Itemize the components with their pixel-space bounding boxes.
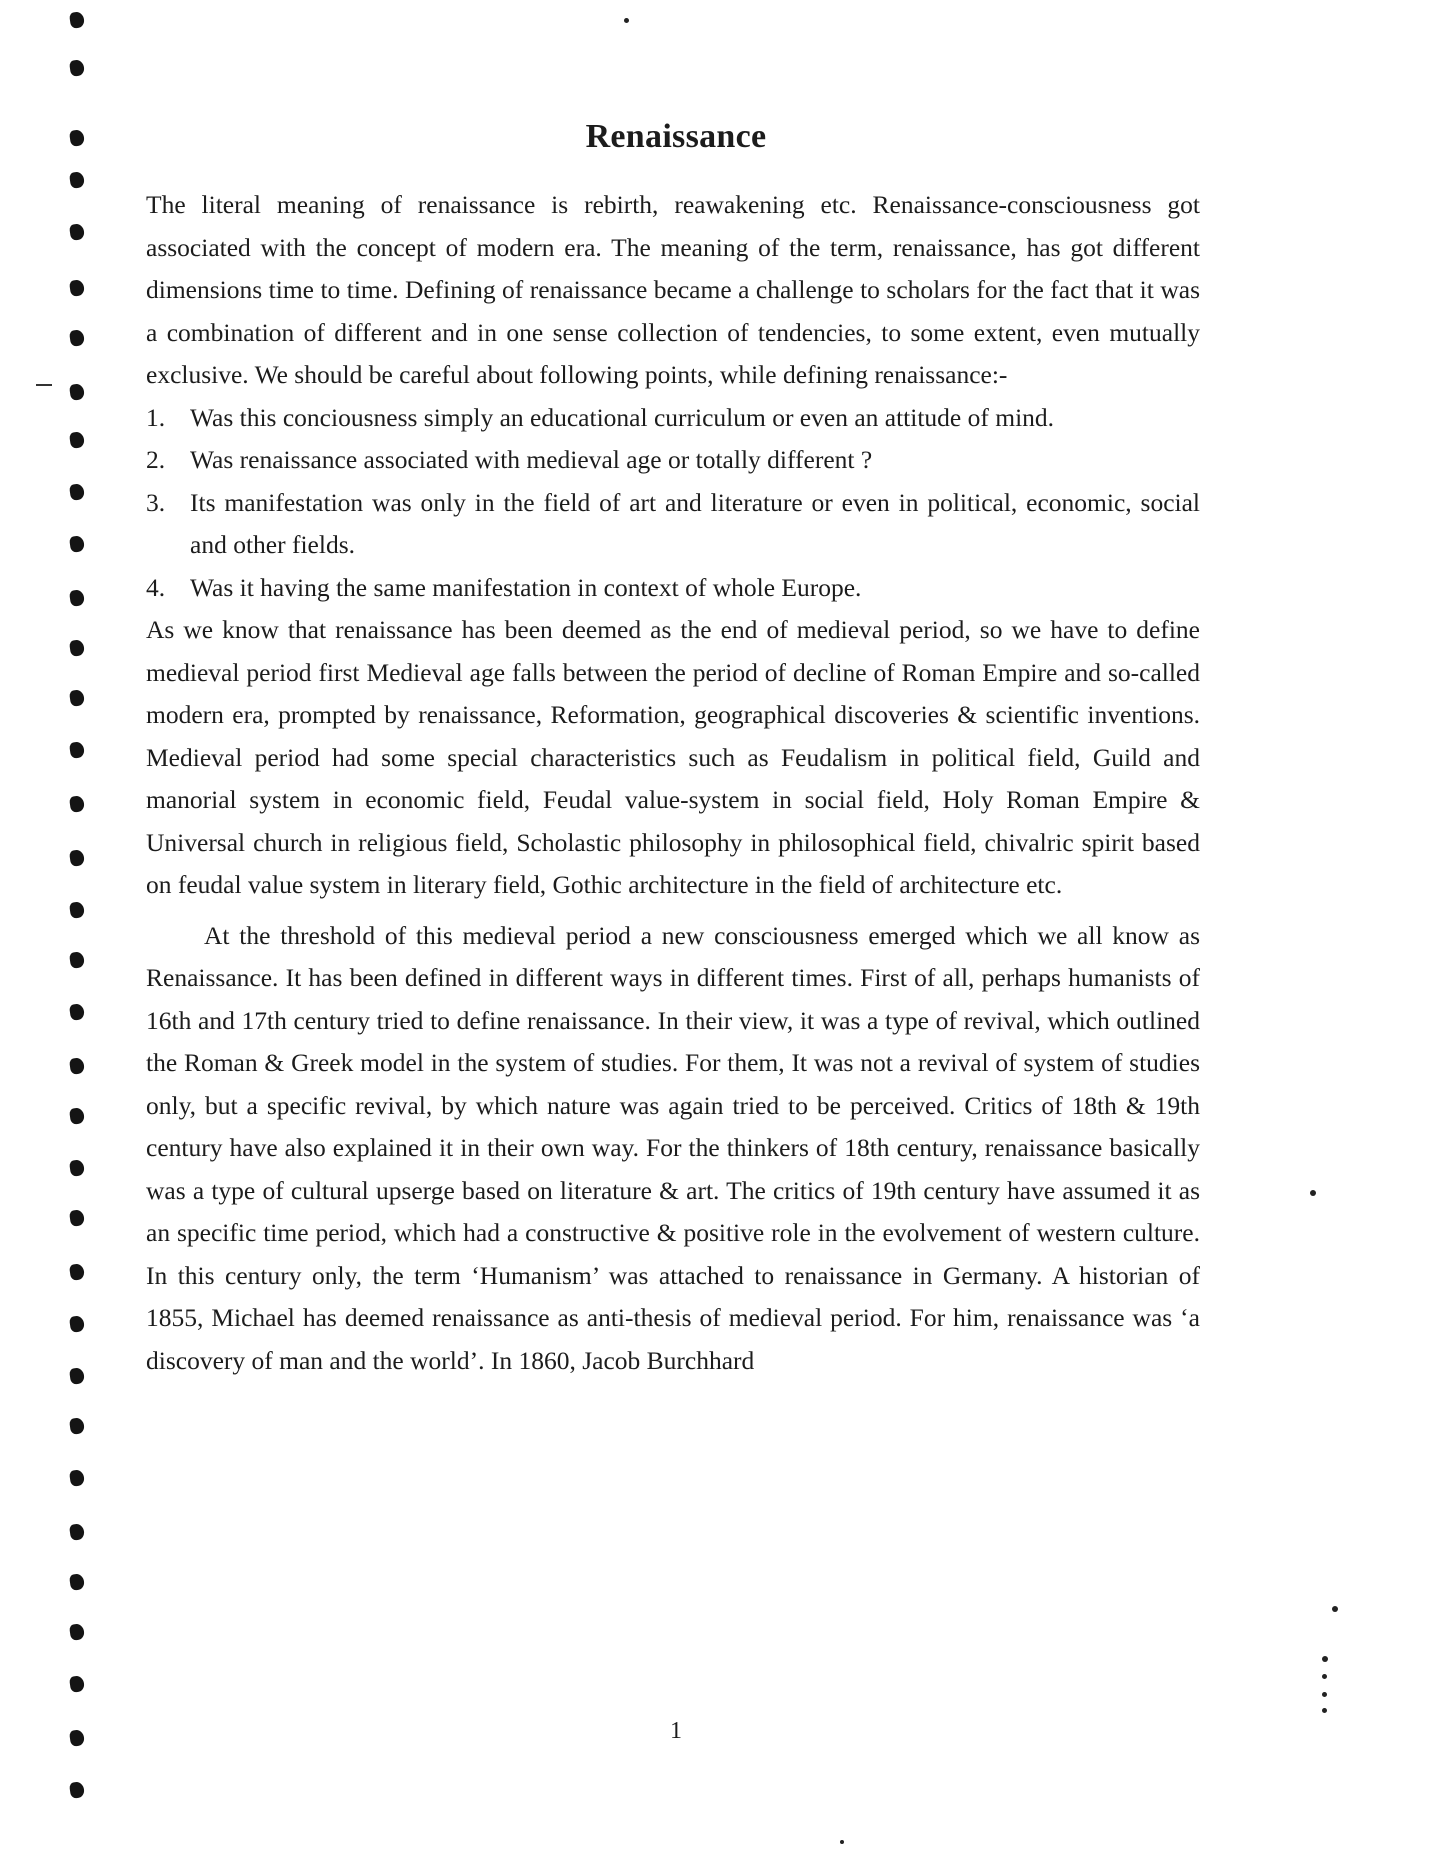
binding-holes [62, 12, 92, 1862]
punch-hole [69, 795, 85, 813]
punch-hole [69, 639, 85, 657]
punch-hole [69, 383, 85, 401]
punch-hole [69, 741, 85, 759]
document-page [146, 118, 1206, 1838]
punch-hole [69, 901, 85, 919]
punch-hole [69, 1469, 85, 1487]
list-number: 4. [146, 572, 166, 602]
list-item [146, 482, 1200, 567]
list-text: Was renaissance associated with medieval age or totally different ? [190, 445, 873, 474]
punch-hole [69, 171, 85, 189]
list-number: 1. [146, 402, 166, 432]
punch-hole [69, 223, 85, 241]
punch-hole [69, 1263, 85, 1281]
punch-hole [69, 1781, 85, 1799]
list-item [146, 567, 1200, 610]
list-item [146, 439, 1200, 482]
punch-hole [69, 1573, 85, 1591]
paragraph-medieval: As we know that renaissance has been deemed as the end of medieval period, so we have to define medieval period first Medieval age falls between the period of decline of Roman Empire and so-called modern era, prompted by renaissance, Reformation, geographical discoveries & scientific inventions. Medieval period had some special characteristics such as Feudalism in political field, Guild and manorial system in economic field, Feudal value-system in social field, Holy Roman Empire & Universal church in religious field, Scholastic philosophy in philosophical field, chivalric spirit based on feudal value system in literary field, Gothic architecture in the field of architecture etc. [146, 615, 1200, 899]
punch-hole [69, 329, 85, 347]
punch-hole [69, 849, 85, 867]
scan-mark [1310, 1190, 1316, 1196]
punch-hole [69, 1003, 85, 1021]
punch-hole [69, 1675, 85, 1693]
page-number: 1 [670, 1718, 682, 1744]
scan-mark [1332, 1606, 1338, 1612]
document-body [146, 184, 1200, 1382]
list-text: Its manifestation was only in the field of art and literature or even in political, economic, social and other fields. [190, 487, 1200, 559]
punch-hole [69, 535, 85, 553]
list-text: Was this conciousness simply an educational curriculum or even an attitude of mind. [190, 402, 1055, 432]
punch-hole [69, 951, 85, 969]
scan-mark [1322, 1656, 1328, 1662]
scan-mark [840, 1840, 844, 1844]
scan-mark [36, 384, 52, 386]
punch-hole [69, 59, 85, 77]
punch-hole [69, 11, 85, 29]
list-item [146, 397, 1200, 440]
paragraph-threshold: At the threshold of this medieval period a new consciousness emerged which we all know as Renaissance. It has been defined in different ways in different times. First of all, perhaps humanists of 16th and 17th century tried to define renaissance. In their view, it was a type of revival, which outlined the Roman & Greek model in the system of studies. For them, It was not a revival of system of studies only, but a specific revival, by which nature was again tried to be perceived. Critics of 18th & 19th century have also explained it in their own way. For the thinkers of 18th century, renaissance basically was a type of cultural upserge based on literature & art. The critics of 19th century have assumed it as an specific time period, which had a constructive & positive role in the evolvement of western culture. In this century only, the term ‘Humanism’ was attached to renaissance in Germany. A historian of 1855, Michael has deemed renaissance as anti-thesis of medieval period. For him, renaissance was ‘a discovery of man and the world’. In 1860, Jacob Burchhard [146, 920, 1200, 1375]
punch-hole [69, 1057, 85, 1075]
list-number: 3. [146, 487, 166, 517]
punch-hole [69, 1315, 85, 1333]
scan-mark [624, 18, 629, 23]
punch-hole [69, 689, 85, 707]
punch-hole [69, 1107, 85, 1125]
punch-hole [69, 279, 85, 297]
scan-mark [1322, 1674, 1327, 1679]
punch-hole [69, 1367, 85, 1385]
punch-hole [69, 1523, 85, 1541]
list-text: Was it having the same manifestation in context of whole Europe. [190, 572, 862, 602]
punch-hole [69, 1159, 85, 1177]
punch-hole [69, 1623, 85, 1641]
punch-hole [69, 1417, 85, 1435]
punch-hole [69, 431, 85, 449]
punch-hole [69, 1729, 85, 1747]
scan-mark [1322, 1708, 1327, 1713]
points-list [146, 397, 1200, 610]
list-number: 2. [146, 445, 166, 474]
punch-hole [69, 589, 85, 607]
paragraph-intro: The literal meaning of renaissance is rebirth, reawakening etc. Renaissance-consciousness got associated with the concept of modern era. The meaning of the term, renaissance, has got different dimensions time to time. Defining of renaissance became a challenge to scholars for the fact that it was a combination of different and in one sense collection of tendencies, to some extent, even mutually exclusive. We should be careful about following points, while defining renaissance:- [146, 190, 1200, 389]
document-title: Renaissance [585, 118, 767, 155]
punch-hole [69, 483, 85, 501]
punch-hole [69, 129, 85, 147]
punch-hole [69, 1209, 85, 1227]
scan-mark [1322, 1692, 1327, 1697]
